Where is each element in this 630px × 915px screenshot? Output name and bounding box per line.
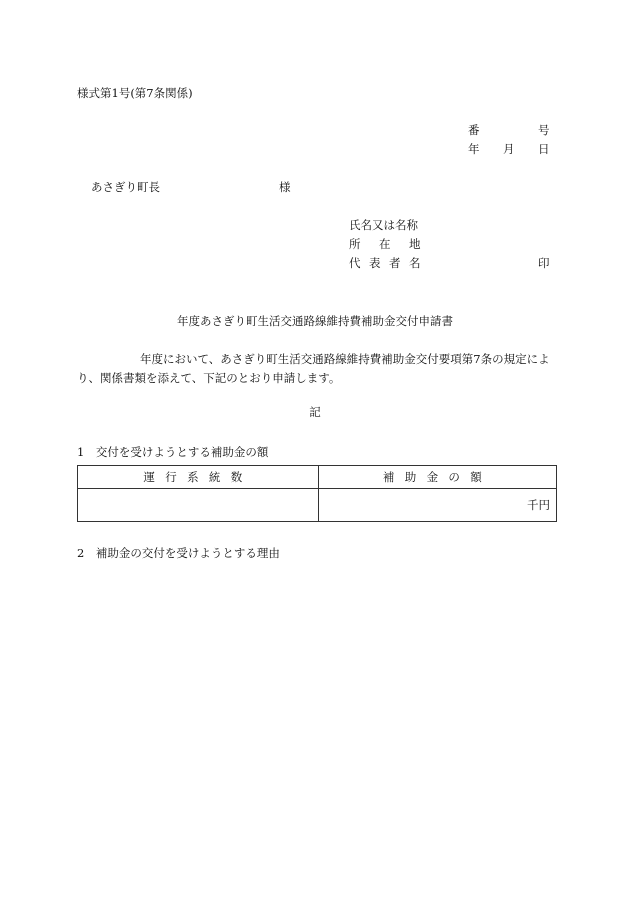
date-label-month: 月 [503,142,515,156]
cell-route-count[interactable] [78,489,319,522]
form-number: 様式第1号(第7条関係) [77,86,193,100]
number-label-ban: 番 [468,123,480,137]
addressee-honorific: 様 [279,180,291,194]
seal-mark: 印 [538,256,550,270]
date-label-day: 日 [538,142,550,156]
number-label-gou: 号 [538,123,550,137]
section2-heading: 2 補助金の交付を受けようとする理由 [77,546,280,560]
addressee-name: あさぎり町長 [91,180,160,194]
subsidy-amount-table [77,465,557,522]
document-body: 年度において、あさぎり町生活交通路線維持費補助金交付要項第7条の規定により、関係書類を添えて、下記のとおり申請します。 [77,352,550,385]
date-label-year: 年 [468,142,480,156]
table-row [78,489,557,522]
document-title: 年度あさぎり町生活交通路線維持費補助金交付申請書 [177,314,453,328]
header-subsidy-amount: 補助金の額 [319,466,557,489]
header-route-count: 運行系統数 [78,466,319,489]
table-header-row [78,466,557,489]
cell-subsidy-amount[interactable]: 千円 [319,489,557,522]
applicant-name-label: 氏名又は名称 [349,218,418,232]
section1-heading: 1 交付を受けようとする補助金の額 [77,445,269,459]
ki-marker: 記 [309,405,321,419]
